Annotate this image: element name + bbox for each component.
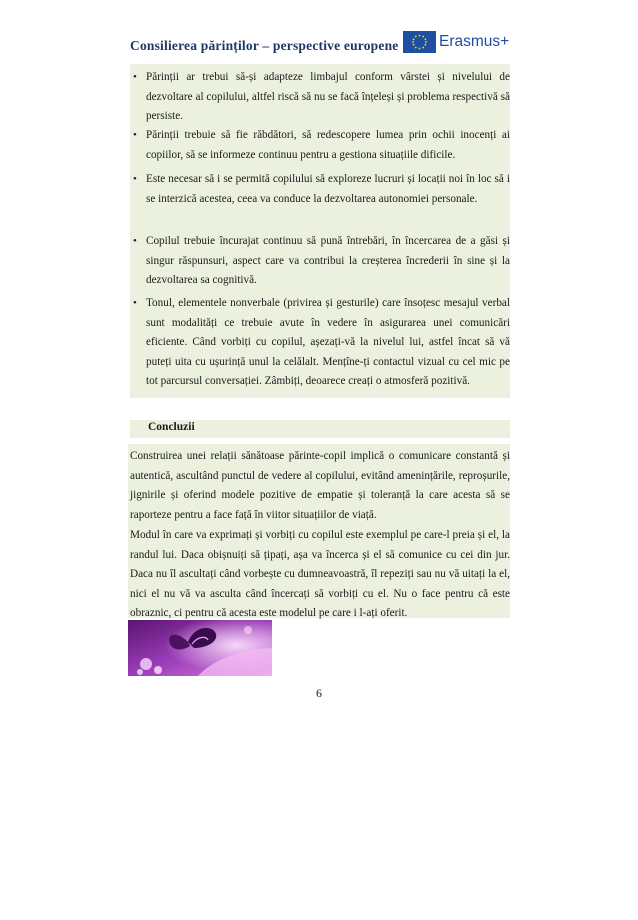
bullet-icon: • [133,297,137,309]
eu-flag-icon [403,31,436,53]
conclusions-heading-bar [130,420,510,438]
list-item [133,68,510,127]
bullet-icon: • [133,129,137,141]
bullet-icon: • [133,235,137,247]
paragraph: Construirea unei relații sănătoase părinte-copil implică o comunicare constantă și autentică, ascultând punctul de vedere al copilului, evitând amenințările, reproșurile, jignirile și oferind modele pozitive de empatie și toleranță la care acesta să se raporteze pentru a face față în viitor situațiilor de viață. [130,450,510,521]
list-item-text: Părinții ar trebui să-și adapteze limbajul conform vârstei și nivelului de dezvoltare al copilului, altfel riscă să nu se facă înțeleși și problema respectivă să persiste. [146,71,510,122]
list-item [133,126,510,165]
butterfly-photo [128,620,272,676]
bullet-icon: • [133,71,137,83]
erasmus-logo-text: Erasmus+ [439,33,510,50]
document-title: Consilierea părinților – perspective europene [130,38,399,53]
list-item [133,294,510,392]
list-item-text: Copilul trebuie încurajat continuu să pună întrebări, în încercarea de a găsi și singur răspunsuri, aspect care va contribui la creșterea încrederii în sine și la dezvoltarea sa cognitivă. [146,235,510,286]
list-item-text: Este necesar să i se permită copilului să exploreze lucruri și locații noi în loc să i se interzică acestea, ceea va conduce la dezvoltarea autonomiei personale. [146,173,510,205]
section-heading: Concluzii [148,421,195,433]
list-item [133,232,510,291]
bullet-icon: • [133,173,137,185]
paragraph: Modul în care va exprimați și vorbiți cu copilul este exemplul pe care-l preia și el, la randul lui. Daca obișnuiți să țipați, așa va încerca și el să comunice cu cei din jur. Daca nu îl ascultați când vorbește cu dumneavoastră, îl repeziți sau nu vă uitați la el, nici el nu vă va asculta când încercați să vorbiți cu el. Nu o face pentru că este obraznic, ci pentru că acesta este modelul pe care i l-ați oferit. [130,529,510,619]
list-item-text: Părinții trebuie să fie răbdători, să redescopere lumea prin ochii inocenți ai copiilor, să se informeze continuu pentru a gestiona situațiile dificile. [146,129,510,161]
list-item-text: Tonul, elementele nonverbale (privirea și gesturile) care însoțesc mesajul verbal sunt modalități ce trebuie avute în vedere în asigurarea unei comunicări eficiente. Când vorbiți cu copilul, așezați-vă la nivelul lui, astfel încat să vă puteți uita cu ușurință unul la celălalt. Mențîne-ți contactul vizual cu cel mic pe tot parcursul conversației. Zâmbiți, deoarece creați o atmosferă pozitivă. [146,297,510,387]
list-item [133,170,510,209]
page-number: 6 [316,686,322,700]
